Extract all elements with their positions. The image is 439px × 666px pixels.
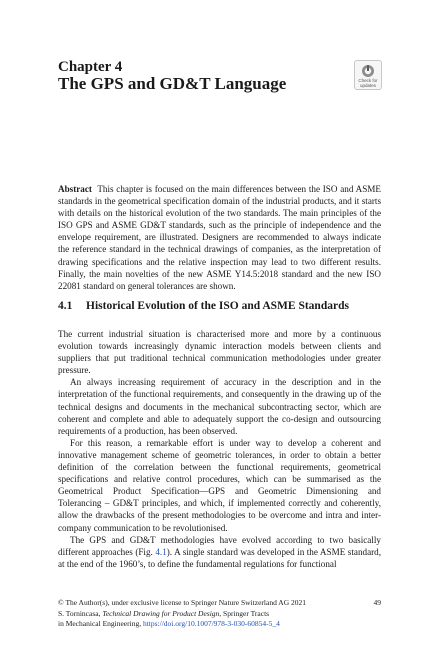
section-title: Historical Evolution of the ISO and ASME Standards [86,300,349,312]
citation-authors: S. Tornincasa, [58,608,103,618]
badge-line-1: Check for [358,78,378,83]
abstract-lead: Abstract [58,184,92,194]
citation-series: , Springer Tracts [219,608,270,618]
figure-reference-link[interactable]: 4.1 [155,546,167,557]
page-number: 49 [373,598,381,607]
copyright-line: © The Author(s), under exclusive license to Springer Nature Switzerland AG 2021 [58,598,307,607]
doi-link[interactable]: https://doi.org/10.1007/978-3-030-60854-5_4 [142,619,280,629]
citation-book-title: Technical Drawing for Product Design [102,608,220,618]
footer [58,598,381,630]
paragraph: An always increasing requirement of accuracy in the description and in the interpretation of the functional requirements, and consequently in the drawing up of the technical designs and documents in the mechanical subcontracting sector, which are coherent and complete and able to adequately support the co-design and outsourcing requirements of a production, has been observed. [58,377,381,436]
citation-line-2 [58,619,381,630]
check-for-updates-badge[interactable] [354,60,382,90]
citation-series-2: in Mechanical Engineering, [58,619,143,629]
paragraph-text-start: The GPS and GD&T methodologies have evolved according to two basically different approaches (Fig. [58,534,381,557]
paragraph: The current industrial situation is characterised more and more by a continuous evolution towards increasingly dynamic interaction models between clients and suppliers that put traditional technical communication methodologies under greater pressure. [58,329,381,376]
paragraph: For this reason, a remarkable effort is under way to develop a coherent and innovative management scheme of geometric tolerances, in order to obtain a better definition of the correlation between the functional requirements, geometrical specifications and relative control procedures, which can be summarised as the Geometrical Product Specification—GPS and Geometric Dimensioning and Tolerancing – GD&T principles, and which, if implemented correctly and coherently, allow the drawbacks of the present methodologies to be overcome and intra and inter-company communication to be revolutionised. [58,437,381,533]
abstract [58,183,381,292]
check-for-updates-icon [361,64,375,78]
paragraph [58,534,381,570]
citation-line [58,609,381,620]
chapter-title: The GPS and GD&T Language [58,74,287,93]
chapter-label: Chapter 4 [58,59,123,75]
body-text [58,328,381,570]
section-number: 4.1 [58,300,73,312]
abstract-text: This chapter is focused on the main differences between the ISO and ASME standards in the geometrical specification domain of the industrial products, and it starts with details on the historical evolution of the two standards. The main principles of the ISO GPS and ASME GD&T standards, such as the principle of independence and the envelope requirement, are illustrated. Designers are recommended to always indicate the reference standard in the technical drawings of companies, as the interpretation of drawing specifications and the relative inspection may lead to two different results. Finally, the main novelties of the new ASME Y14.5:2018 standard and the new ISO 22081 standard on general tolerances are shown. [58,184,381,291]
section-heading [58,299,349,313]
paragraph-text-end: ). A single standard was developed in the ASME standard, at the end of the 1960’s, to define the fundamental regulations for functional [58,546,382,569]
badge-line-2: updates [359,83,376,88]
